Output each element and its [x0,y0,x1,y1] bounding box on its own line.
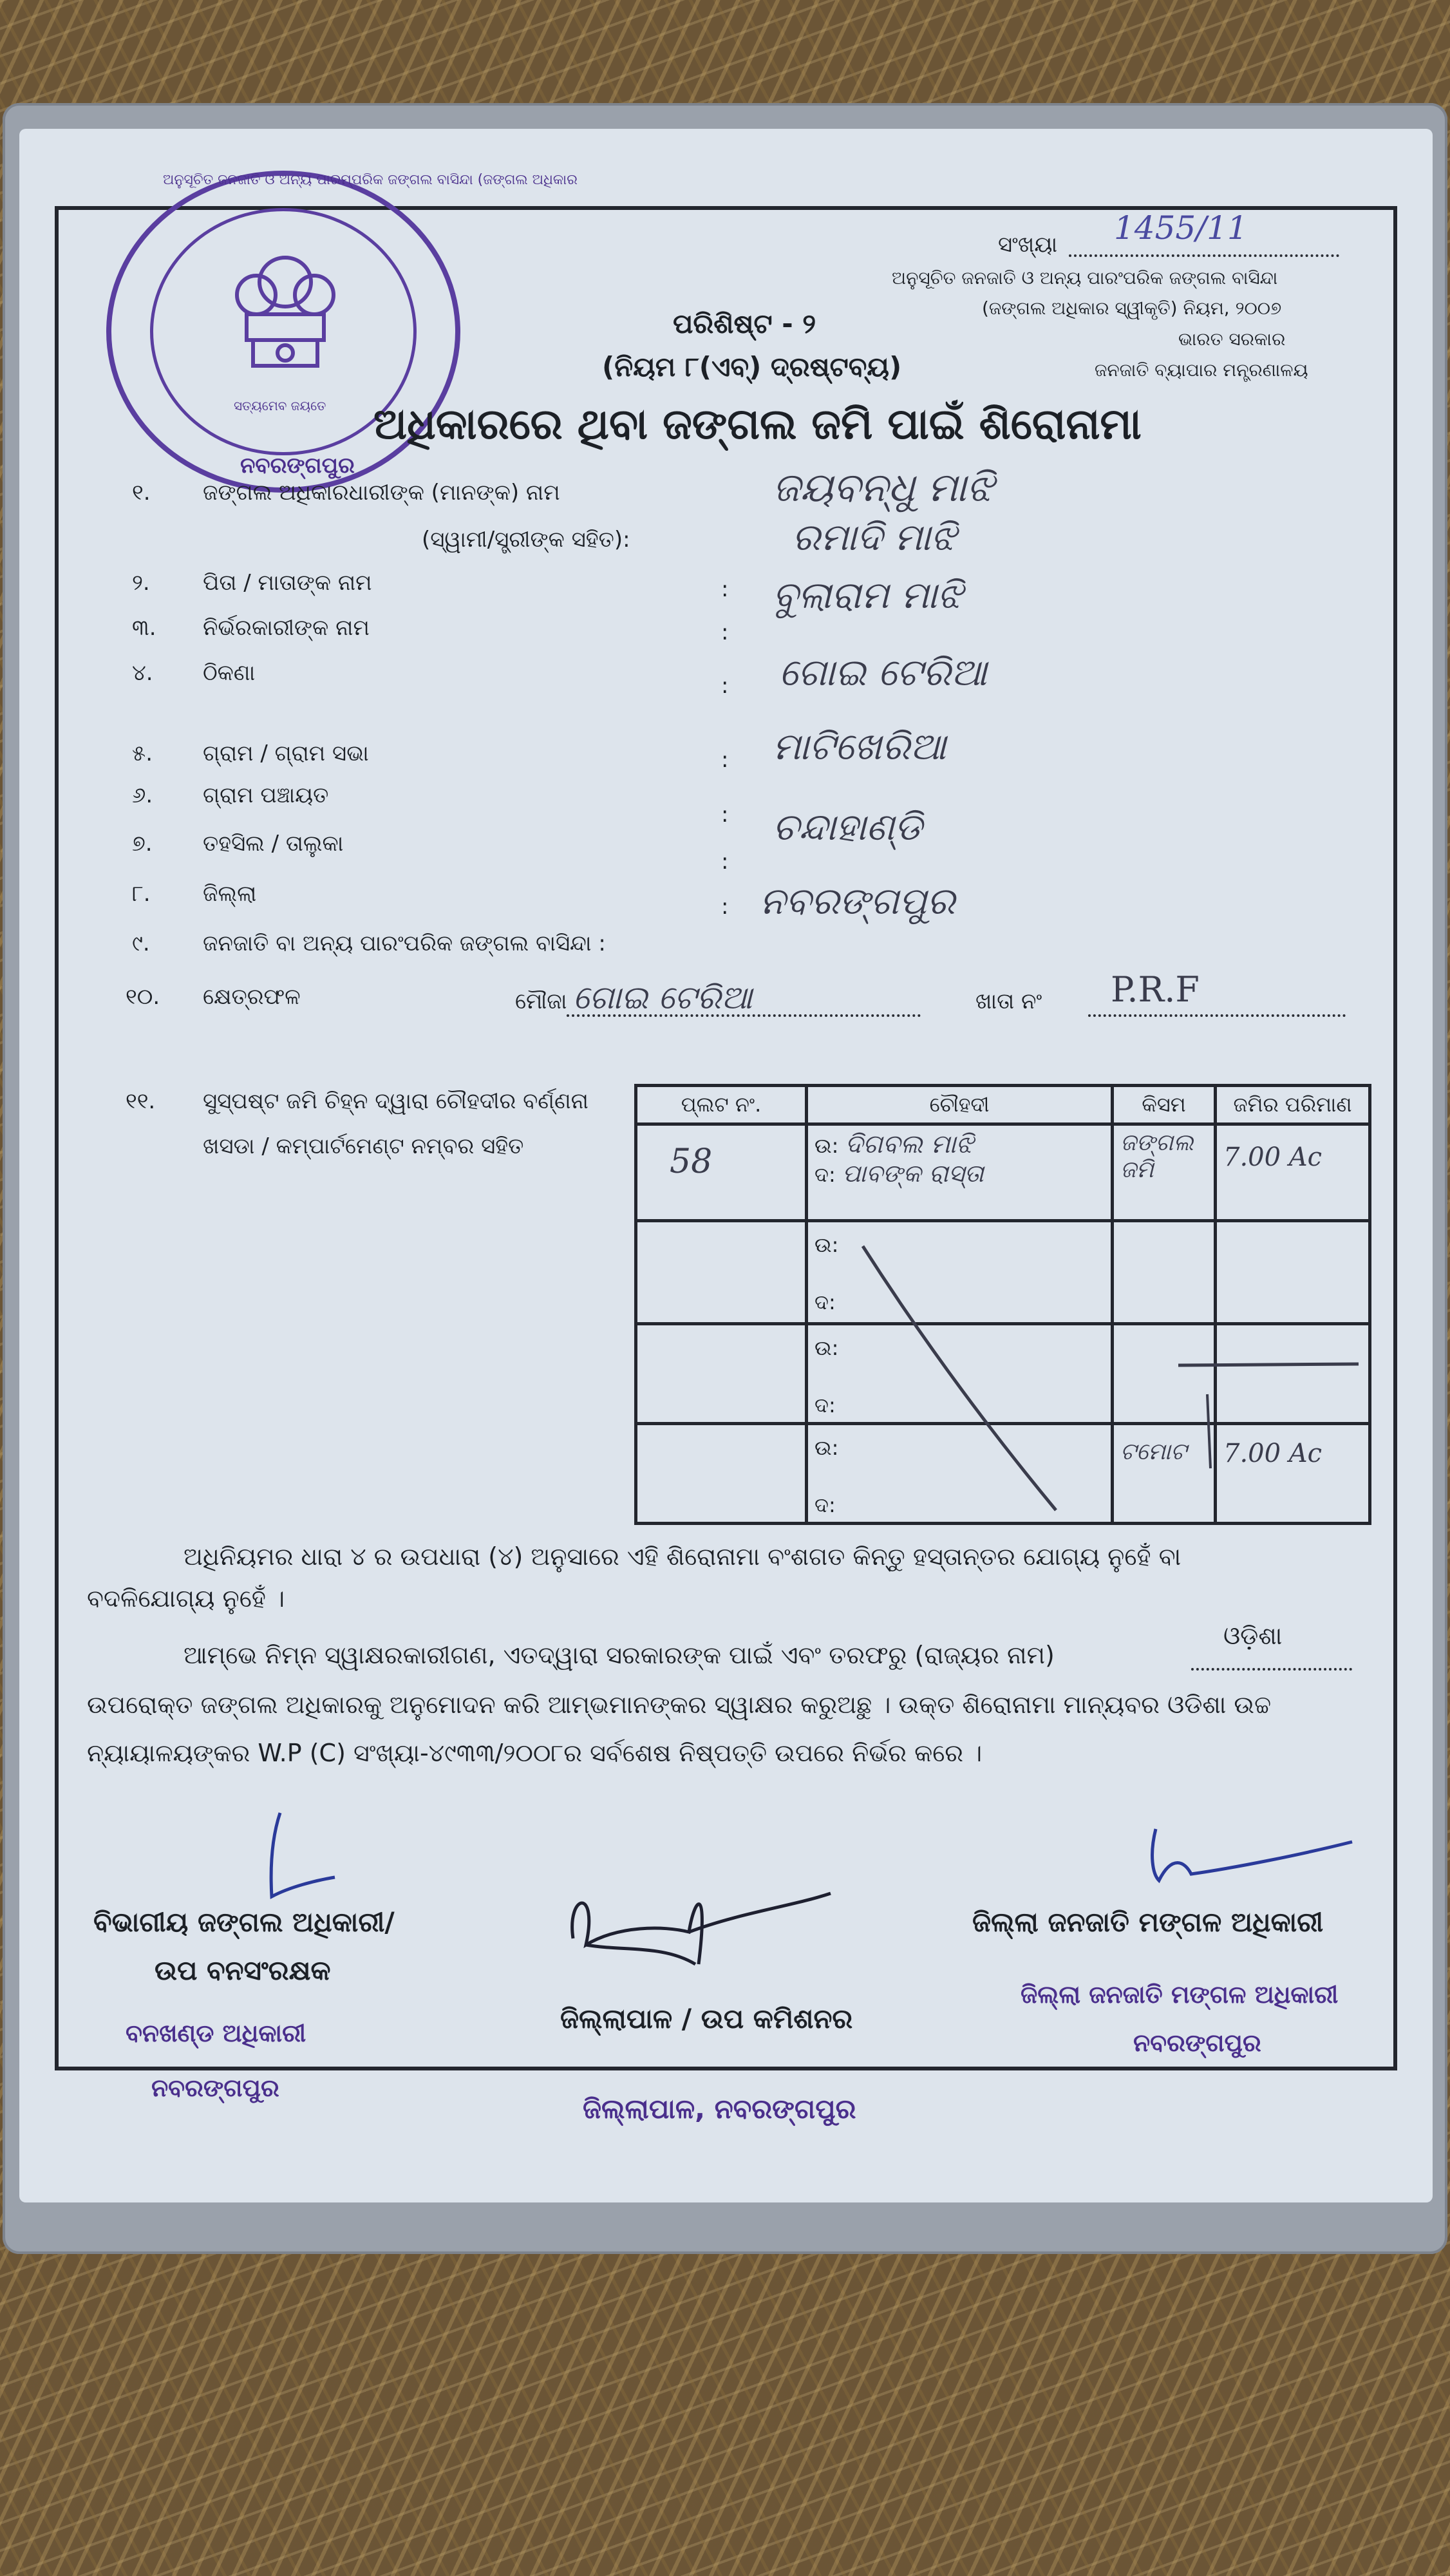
field-7-num: ୭. [132,831,153,857]
field-1-value2: ରମାଦି ମାଝି [792,515,956,559]
area-value: 7.00 Ac [1223,1142,1323,1172]
field-2-label: ପିତା / ମାତାଙ୍କ ନାମ [203,570,372,596]
field-5-num: ୫. [132,741,153,766]
kisam-value: ଜଙ୍ଗଲ ଜମି [1120,1130,1194,1183]
field-7-value: ଚନ୍ଦାହାଣ୍ଡି [773,805,923,849]
header-right-line1: ଅନୁସୂଚିତ ଜନଜାତି ଓ ଅନ୍ୟ ପାରଂପରିକ ଜଙ୍ଗଲ ବାସିନ୍ଦା [892,267,1278,289]
item11-line2: ଖସଡା / କମ୍ପାର୍ଟମେଣ୍ଟ ନମ୍ବର ସହିତ [203,1133,524,1159]
signature-right [1133,1816,1365,1887]
field-4-label: ଠିକଣା [203,660,256,686]
state-name: ଓଡ଼ିଶା [1223,1622,1283,1650]
para2-line3: ନ୍ୟାୟାଳୟଙ୍କର W.P (C) ସଂଖ୍ୟା-୪୯୩୩/୨୦୦୮ର ସର୍ବଶେଷ ନିଷ୍ପତ୍ତି ଉପରେ ନିର୍ଭର କରେ । [87,1739,983,1767]
seal-bottom-text: ନବରଙ୍ଗପୁର [240,453,355,478]
sign-center-title: ଜିଲ୍ଲାପାଳ / ଉପ କମିଶନର [560,2003,853,2034]
header-boundary: ଚୌହଦୀ [807,1086,1113,1124]
serial-value: 1455/11 [1114,209,1248,247]
khata-value: P.R.F [1111,969,1200,1010]
north-label: ଉ: [814,1435,839,1460]
header-right-line3: ଭାରତ ସରକାର [1178,328,1286,350]
sign-center-stamp: ଜିଲ୍ଲାପାଳ, ନବରଙ୍ଗପୁର [583,2093,856,2125]
field-2-value: ବୁଲାରାମ ମାଝି [773,573,963,617]
field-5-value: ମାଟିଖେରିଆ [773,724,946,768]
signature-left [232,1803,361,1900]
north-label: ଉ: [814,1336,839,1360]
item11-line1: ସୁସ୍ପଷ୍ଟ ଜମି ଚିହ୍ନ ଦ୍ୱାରା ଚୌହଦୀର ବର୍ଣ୍ଣନା [203,1088,589,1114]
field-4-colon: : [721,673,729,699]
field-9-num: ୯. [132,931,150,956]
sign-right-stamp1: ଜିଲ୍ଲା ଜନଜାତି ମଙ୍ଗଳ ଅଧିକାରୀ [1021,1980,1339,2009]
south-label: ଦ: [814,1393,836,1417]
field-8-num: ୮. [132,881,151,907]
field-1-num: ୧. [132,480,151,506]
field-7-colon: : [721,849,729,875]
header-plot-no: ପ୍ଲଟ ନଂ. [636,1086,807,1124]
north-label: ଉ: [814,1133,839,1158]
seal-emblem-caption: ସତ୍ୟମେବ ଜୟତେ [234,398,326,413]
field-2-num: ୨. [132,570,150,596]
field-5-colon: : [721,747,729,773]
seal-top-text: ଅନୁସୂଚିତ ଜନଜାତି ଓ ଅନ୍ୟ ପାରମ୍ପରିକ ଜଙ୍ଗଲ ବାସିନ୍ଦା (ଜଙ୍ଗଲ ଅଧିକାର [163,172,578,188]
north-value: ଦିଗବଲ ମାଝି [845,1130,974,1159]
appendix-title: ପରିଶିଷ୍ଟ - ୨ [673,308,816,339]
field-3-label: ନିର୍ଭରକାରୀଙ୍କ ନାମ [203,615,370,641]
north-label: ଉ: [814,1233,839,1257]
south-label: ଦ: [814,1162,836,1187]
south-label: ଦ: [814,1493,836,1517]
field-1-sublabel: (ସ୍ୱାମୀ/ସ୍ତ୍ରୀଙ୍କ ସହିତ): [422,527,630,553]
header-kisam: କିସମ [1113,1086,1216,1124]
para2-line2: ଉପରୋକ୍ତ ଜଙ୍ଗଲ ଅଧିକାରକୁ ଅନୁମୋଦନ କରି ଆମ୍ଭମାନଙ୍କର ସ୍ୱାକ୍ଷର କରୁଅଛୁ । ଉକ୍ତ ଶିରୋନାମା ମାନ୍ୟବର ଓଡିଶା ଉଚ୍ଚ [87,1690,1272,1719]
sign-left-stamp2: ନବରଙ୍ଗପୁର [151,2074,279,2102]
khata-label: ଖାତା ନଂ [975,989,1042,1014]
field-3-num: ୩. [132,615,156,641]
field-4-num: ୪. [132,660,153,686]
total-area-value: 7.00 Ac [1223,1439,1323,1468]
para2-line1: ଆମ୍ଭେ ନିମ୍ନ ସ୍ୱାକ୍ଷରକାରୀଗଣ, ଏତଦ୍ୱାରା ସରକାରଙ୍କ ପାଇଁ ଏବଂ ତରଫରୁ (ରାଜ୍ୟର ନାମ) [184,1641,1055,1669]
sign-left-title2: ଉପ ବନସଂରକ୍ଷକ [155,1955,331,1986]
south-label: ଦ: [814,1290,836,1314]
header-land-area: ଜମିର ପରିମାଣ [1216,1086,1370,1124]
field-6-colon: : [721,802,729,828]
field-1-value: ଜୟବନ୍ଧୁ ମାଝି [773,464,994,511]
state-dotted-line [1191,1668,1352,1671]
para1-line1: ଅଧିନିୟମର ଧାରା ୪ ର ଉପଧାରା (୪) ଅନୁସାରେ ଏହି ଶିରୋନାମା ବଂଶଗତ କିନ୍ତୁ ହସ୍ତାନ୍ତର ଯୋଗ୍ୟ ନୁହେଁ ବା [184,1542,1182,1571]
sign-left-title1: ବିଭାଗୀୟ ଜଙ୍ଗଲ ଅଧିକାରୀ/ [93,1906,395,1938]
header-right-line2: (ଜଙ୍ଗଲ ଅଧିକାର ସ୍ୱୀକୃତି) ନିୟମ, ୨୦୦୭ [982,298,1282,319]
field-10-num: ୧୦. [126,984,160,1010]
field-8-colon: : [721,894,729,920]
field-9-label: ଜନଜାତି ବା ଅନ୍ୟ ପାରଂପରିକ ଜଙ୍ଗଲ ବାସିନ୍ଦା : [203,931,606,956]
sign-right-title: ଜିଲ୍ଲା ଜନଜାତି ମଙ୍ଗଳ ଅଧିକାରୀ [972,1906,1324,1938]
header-right-line4: ଜନଜାତି ବ୍ୟାପାର ମନ୍ତ୍ରଣାଳୟ [1095,359,1308,381]
sign-left-stamp1: ବନଖଣ୍ଡ ଅଧିକାରୀ [126,2019,306,2047]
field-2-colon: : [721,576,729,602]
sign-right-stamp2: ନବରଙ୍ଗପୁର [1133,2029,1261,2057]
signature-center [560,1848,843,1990]
plot-no-value: 58 [670,1142,713,1181]
para1-line2: ବଦଳିଯୋଗ୍ୟ ନୁହେଁ । [87,1584,285,1613]
main-title: ଅଧିକାରରେ ଥିବା ଜଙ୍ଗଲ ଜମି ପାଇଁ ଶିରୋନାମା [373,399,1142,449]
mouza-label: ମୌଜା [515,989,567,1014]
appendix-rule: (ନିୟମ ୮(ଏବ୍) ଦ୍ରଷ୍ଟବ୍ୟ) [602,351,902,383]
field-10-label: କ୍ଷେତ୍ରଫଳ [203,984,301,1010]
total-label: ଟମୋଟ [1120,1439,1187,1465]
field-6-label: ଗ୍ରାମ ପଞ୍ଚାୟତ [203,782,329,808]
field-8-value: ନବରଙ୍ଗପୁର [760,879,956,923]
field-4-value: ଗୋଇ ଟେରିଆ [779,650,987,694]
field-3-colon: : [721,620,729,645]
field-8-label: ଜିଲ୍ଲା [203,881,257,907]
serial-label: ସଂଖ୍ୟା [998,232,1058,258]
item11-num: ୧୧. [126,1088,156,1114]
mouza-value: ଗୋଇ ଟେରିଆ [573,979,753,1016]
field-5-label: ଗ୍ରାମ / ଗ୍ରାମ ସଭା [203,741,369,766]
field-1-label: ଜଙ୍ଗଲ ଅଧିକାରଧାରୀଙ୍କ (ମାନଙ୍କ) ନାମ [203,480,560,506]
field-6-num: ୬. [132,782,153,808]
south-value: ପାବଙ୍କ ରାସ୍ତା [842,1159,984,1188]
field-7-label: ତହସିଲ / ତାଲୁକା [203,831,344,857]
